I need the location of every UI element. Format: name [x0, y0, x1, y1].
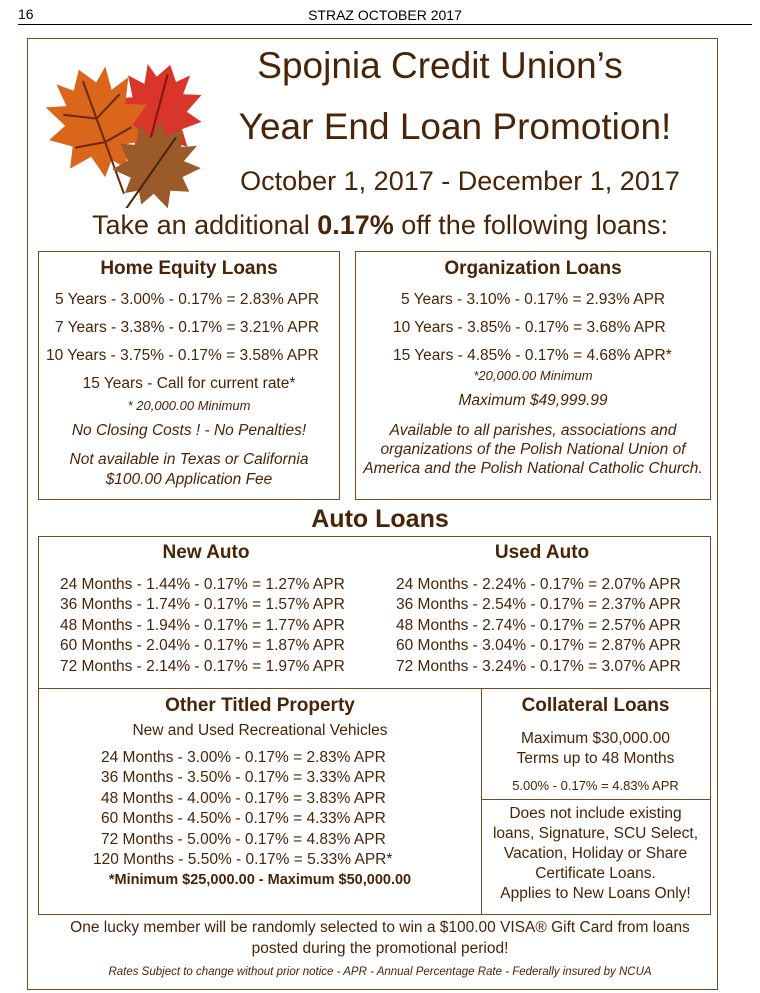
titled-row: 120 Months - 5.50% - 0.17% = 5.33% APR*	[93, 851, 393, 868]
auto-divider	[39, 688, 710, 689]
organization-avail: America and the Polish National Catholic Church.	[363, 460, 703, 477]
home-equity-minimum: * 20,000.00 Minimum	[127, 398, 251, 413]
new-auto-heading: New Auto	[162, 542, 250, 563]
take-off-headline	[0, 210, 760, 241]
used-auto-row: 72 Months - 3.24% - 0.17% = 3.07% APR	[396, 658, 681, 675]
organization-maximum: Maximum $49,999.99	[458, 392, 608, 409]
organization-row: 5 Years - 3.10% - 0.17% = 2.93% APR	[401, 291, 666, 308]
used-auto-row: 60 Months - 3.04% - 0.17% = 2.87% APR	[396, 637, 681, 654]
collateral-note: Certificate Loans.	[535, 865, 656, 882]
organization-box	[355, 251, 711, 500]
new-auto-row: 36 Months - 1.74% - 0.17% = 1.57% APR	[60, 596, 345, 613]
new-auto-row: 60 Months - 2.04% - 0.17% = 1.87% APR	[60, 637, 345, 654]
used-auto-row: 24 Months - 2.24% - 0.17% = 2.07% APR	[396, 576, 681, 593]
titled-row: 48 Months - 4.00% - 0.17% = 3.83% APR	[101, 790, 386, 807]
collateral-note: loans, Signature, SCU Select,	[492, 825, 699, 842]
titled-row: 72 Months - 5.00% - 0.17% = 4.83% APR	[101, 831, 386, 848]
organization-row: 10 Years - 3.85% - 0.17% = 3.68% APR	[393, 319, 666, 336]
organization-row: 15 Years - 4.85% - 0.17% = 4.68% APR*	[393, 347, 672, 364]
home-equity-call: 15 Years - Call for current rate*	[82, 375, 296, 392]
home-equity-heading: Home Equity Loans	[100, 258, 278, 279]
promo-dates: October 1, 2017 - December 1, 2017	[240, 166, 680, 196]
titled-row: 60 Months - 4.50% - 0.17% = 4.33% APR	[101, 810, 386, 827]
take-post: off the following loans:	[393, 210, 668, 240]
home-equity-row: 10 Years - 3.75% - 0.17% = 3.58% APR	[46, 347, 319, 364]
auto-loans-heading: Auto Loans	[311, 505, 449, 533]
take-rate: 0.17%	[317, 210, 394, 240]
new-auto-row: 24 Months - 1.44% - 0.17% = 1.27% APR	[60, 576, 345, 593]
collateral-note: Vacation, Holiday or Share	[503, 845, 688, 862]
publication-title: STRAZ OCTOBER 2017	[308, 7, 462, 23]
organization-heading: Organization Loans	[444, 258, 622, 279]
collateral-heading: Collateral Loans	[521, 695, 670, 716]
titled-sub: New and Used Recreational Vehicles	[132, 722, 388, 739]
new-auto-row: 48 Months - 1.94% - 0.17% = 1.77% APR	[60, 617, 345, 634]
organization-minimum: *20,000.00 Minimum	[473, 368, 593, 383]
home-equity-not-available: Not available in Texas or California	[69, 451, 309, 468]
auto-box	[38, 536, 711, 915]
lucky-member-line-2: posted during the promotional period!	[251, 940, 509, 957]
home-equity-row: 7 Years - 3.38% - 0.17% = 3.21% APR	[55, 319, 320, 336]
page-header	[18, 6, 752, 25]
collateral-note: Applies to New Loans Only!	[500, 885, 691, 902]
organization-avail: Available to all parishes, associations and	[389, 422, 677, 439]
collateral-note-divider	[481, 799, 710, 800]
titled-row: 24 Months - 3.00% - 0.17% = 2.83% APR	[101, 749, 386, 766]
collateral-terms: Terms up to 48 Months	[516, 750, 675, 767]
collateral-rate: 5.00% - 0.17% = 4.83% APR	[512, 778, 679, 793]
take-pre: Take an additional	[92, 210, 318, 240]
lucky-member-line-1: One lucky member will be randomly selected to win a $100.00 VISA® Gift Card from loans	[70, 919, 690, 936]
used-auto-heading: Used Auto	[494, 542, 590, 563]
titled-row: 36 Months - 3.50% - 0.17% = 3.33% APR	[101, 769, 386, 786]
organization-avail: organizations of the Polish National Union of	[380, 441, 686, 458]
title-line-2: Year End Loan Promotion!	[238, 106, 672, 147]
used-auto-row: 36 Months - 2.54% - 0.17% = 2.37% APR	[396, 596, 681, 613]
used-auto-row: 48 Months - 2.74% - 0.17% = 2.57% APR	[396, 617, 681, 634]
home-equity-no-closing: No Closing Costs ! - No Penalties!	[71, 422, 307, 439]
disclaimer: Rates Subject to change without prior notice - APR - Annual Percentage Rate - Federally insured by NCUA	[108, 966, 652, 978]
title-line-1: Spojnia Credit Union’s	[257, 45, 623, 86]
titled-minmax: *Minimum $25,000.00 - Maximum $50,000.00	[108, 872, 412, 888]
home-equity-row: 5 Years - 3.00% - 0.17% = 2.83% APR	[55, 291, 320, 308]
titled-heading: Other Titled Property	[165, 695, 355, 716]
new-auto-row: 72 Months - 2.14% - 0.17% = 1.97% APR	[60, 658, 345, 675]
home-equity-box	[38, 251, 340, 500]
home-equity-fee: $100.00 Application Fee	[105, 471, 273, 488]
page-number: 16	[18, 6, 34, 22]
collateral-maximum: Maximum $30,000.00	[520, 730, 671, 747]
collateral-note: Does not include existing	[509, 805, 682, 822]
